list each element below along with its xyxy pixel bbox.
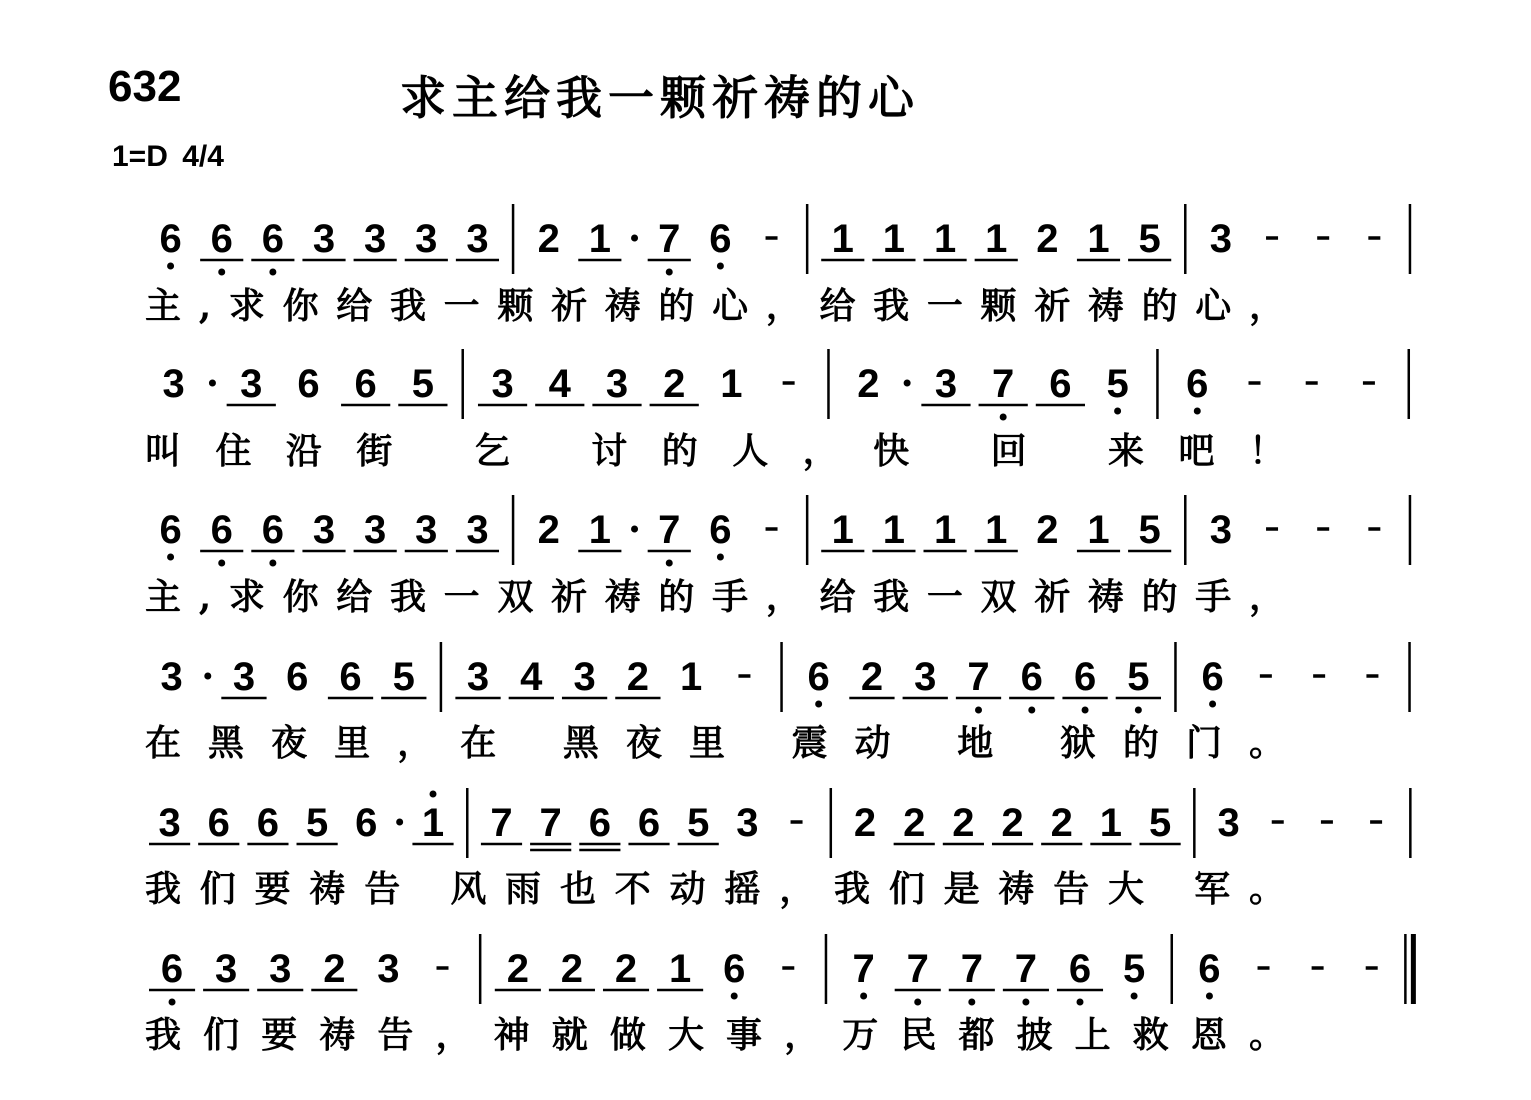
note: 6 [210,508,233,552]
low-octave-dot [218,269,225,276]
note: 5 [1127,655,1150,699]
note: 1 [882,508,906,552]
note: 5 [1148,801,1172,845]
note: 3 [269,947,292,991]
note: 6 [261,217,284,261]
low-octave-dot [167,554,174,561]
note: 2 [1036,508,1059,552]
note: 3 [215,947,238,991]
low-octave-dot [1000,414,1007,421]
note: 6 [207,801,230,845]
note: 3 [162,362,185,406]
note: 5 [1138,508,1161,552]
note: 3 [232,655,256,699]
note: 3 [160,655,183,699]
lyrics-line: 主,求你给我一双祈祷的手，给我一双祈祷的手， [145,576,1285,618]
note: 3 [605,362,629,406]
note: 1 [588,217,611,261]
note: 3 [1209,508,1233,552]
note: 6 [1049,362,1072,406]
note: 6 [354,362,377,406]
note: 2 [614,947,638,991]
note: 7 [992,362,1015,406]
low-octave-dot [914,999,921,1006]
note: 4 [548,362,571,406]
note: 2 [860,655,884,699]
note: 6 [159,508,182,552]
note: 4 [520,655,543,699]
note: 1 [882,217,906,261]
note: 2 [1001,801,1024,845]
note: 6 [210,217,233,261]
note: 1 [588,508,611,552]
note: 3 [364,508,387,552]
note: 7 [960,947,983,991]
low-octave-dot [218,560,225,567]
note: 3 [415,508,438,552]
note: 6 [637,801,661,845]
lyrics-line: 我们要祷告 风雨也不动摇，我们是祷告大 军。 [145,868,1286,910]
note: 3 [934,362,958,406]
note: 7 [967,655,990,699]
note: 6 [297,362,320,406]
note: 1 [668,947,692,991]
note: 6 [1201,655,1224,699]
note: 5 [1138,217,1161,261]
note: 6 [1198,947,1221,991]
note: 5 [1106,362,1129,406]
note: 7 [490,801,513,845]
note: 7 [658,217,681,261]
note: 6 [160,947,184,991]
note: 2 [626,655,649,699]
note: 5 [305,801,329,845]
note: 6 [723,947,746,991]
low-octave-dot [1028,707,1035,714]
note: 5 [1122,947,1146,991]
note: 2 [537,508,560,552]
note: 2 [903,801,926,845]
note: 6 [709,508,732,552]
note: 5 [411,362,435,406]
note: 3 [377,947,400,991]
note: 2 [560,947,584,991]
low-octave-dot [269,269,276,276]
low-octave-dot [717,554,724,561]
note: 1 [680,655,703,699]
note: 2 [537,217,560,261]
note: 2 [857,362,880,406]
note: 7 [852,947,875,991]
note: 3 [312,217,336,261]
high-octave-dot [430,791,437,798]
note: 3 [415,217,438,261]
note: 3 [914,655,937,699]
lyrics-line: 在黑夜里，在 黑夜里 震动 地 狱的门。 [145,722,1285,764]
note: 3 [736,801,759,845]
note: 3 [466,508,489,552]
note: 3 [573,655,596,699]
note: 1 [985,508,1008,552]
low-octave-dot [666,269,673,276]
low-octave-dot [1194,408,1201,415]
note: 3 [466,217,489,261]
low-octave-dot [968,999,975,1006]
note: 2 [1050,801,1073,845]
note: 3 [158,801,181,845]
note: 5 [687,801,710,845]
note: 6 [588,801,611,845]
note: 5 [392,655,415,699]
note: 2 [1036,217,1059,261]
note: 6 [1073,655,1097,699]
hymn-number: 632 [108,62,182,111]
note: 6 [807,655,830,699]
low-octave-dot [1082,707,1089,714]
note: 1 [831,217,854,261]
augmentation-dot [631,235,638,242]
note: 3 [466,655,490,699]
lyrics-line: 我们要祷告，神就做大事，万民都披上救恩。 [145,1014,1285,1056]
note: 7 [906,947,929,991]
note: 7 [539,801,562,845]
note: 2 [506,947,529,991]
note: 6 [159,217,182,261]
note: 1 [933,217,957,261]
low-octave-dot [167,263,174,270]
note: 1 [1099,801,1123,845]
note: 3 [240,362,263,406]
low-octave-dot [169,999,176,1006]
augmentation-dot [904,380,911,387]
note: 1 [933,508,957,552]
note: 1 [985,217,1008,261]
note: 6 [286,655,309,699]
low-octave-dot [269,560,276,567]
note: 6 [261,508,284,552]
key-signature: 1=D 4/4 [112,140,224,173]
note: 6 [355,801,378,845]
low-octave-dot [975,707,982,714]
note: 3 [364,217,387,261]
low-octave-dot [1209,701,1216,708]
note: 6 [256,801,280,845]
note: 1 [1087,217,1110,261]
note: 2 [853,801,877,845]
low-octave-dot [1135,707,1142,714]
low-octave-dot [717,263,724,270]
hymn-title: 求主给我一颗祈祷的心 [400,71,920,125]
note: 2 [323,947,346,991]
note: 3 [312,508,336,552]
lyrics-line: 叫住沿街 乞 讨的人，快 回 来吧！ [145,430,1285,472]
augmentation-dot [396,819,403,826]
low-octave-dot [1131,993,1138,1000]
augmentation-dot [209,380,216,387]
note: 1 [421,801,445,845]
low-octave-dot [860,993,867,1000]
note: 6 [339,655,362,699]
note: 3 [491,362,514,406]
note: 2 [952,801,975,845]
note: 6 [1020,655,1043,699]
low-octave-dot [1022,999,1029,1006]
low-octave-dot [815,701,822,708]
low-octave-dot [731,993,738,1000]
note: 6 [1186,362,1209,406]
note: 6 [1068,947,1092,991]
note: 3 [1217,801,1240,845]
augmentation-dot [631,526,638,533]
note: 7 [1014,947,1038,991]
note: 7 [658,508,681,552]
note: 2 [663,362,686,406]
lyrics-line: 主,求你给我一颗祈祷的心，给我一颗祈祷的心， [145,285,1285,327]
low-octave-dot [666,560,673,567]
augmentation-dot [204,673,211,680]
note: 6 [709,217,732,261]
low-octave-dot [1206,993,1213,1000]
low-octave-dot [1077,999,1084,1006]
note: 1 [1087,508,1110,552]
low-octave-dot [1114,408,1121,415]
note: 1 [831,508,854,552]
note: 3 [1209,217,1233,261]
note: 1 [720,362,743,406]
